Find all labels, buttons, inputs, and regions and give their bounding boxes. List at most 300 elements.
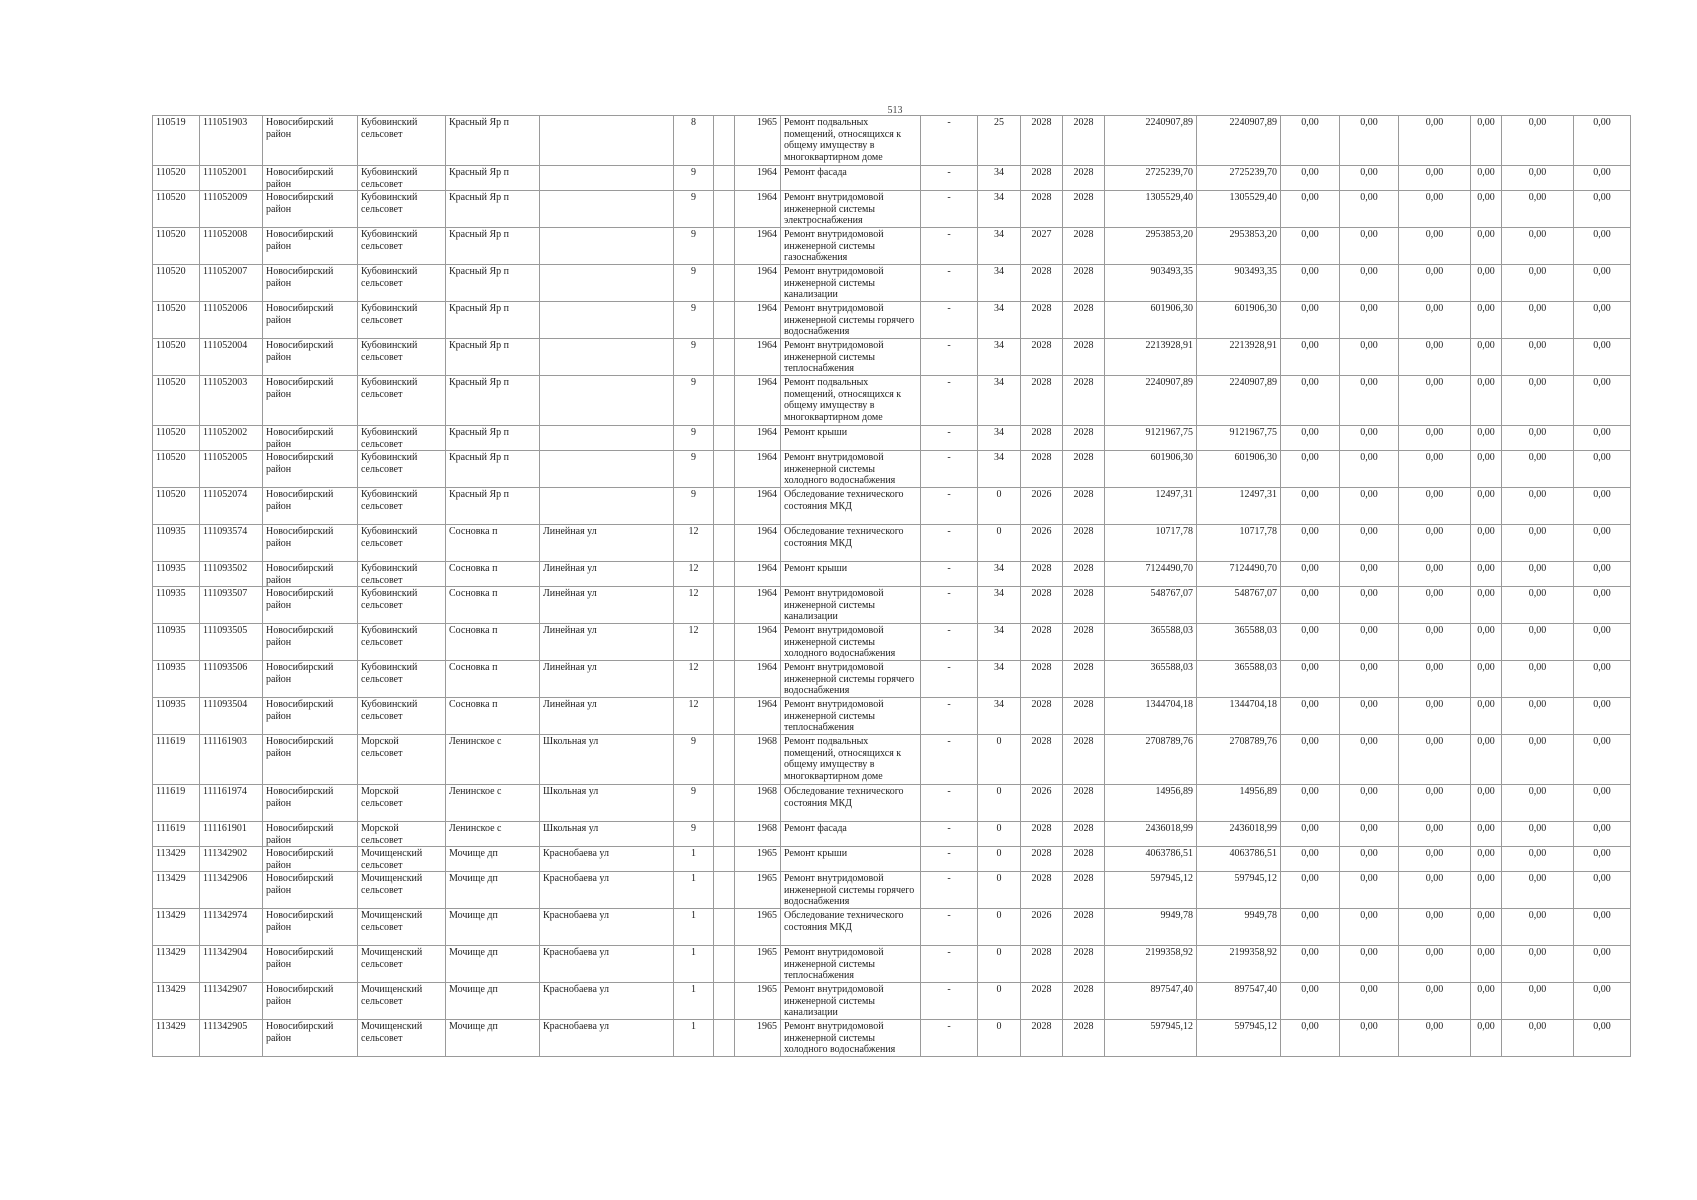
row-locality: Красный Яр п — [446, 451, 540, 488]
row-fund-1: 0,00 — [1281, 822, 1340, 847]
row-work-type: Ремонт фасада — [781, 822, 921, 847]
row-fund-1: 0,00 — [1281, 562, 1340, 587]
row-wear: 0 — [978, 785, 1021, 822]
row-fund-4: 0,00 — [1471, 451, 1502, 488]
row-fund-3: 0,00 — [1399, 191, 1471, 228]
row-fund-2: 0,00 — [1340, 872, 1399, 909]
row-wear: 0 — [978, 488, 1021, 525]
row-fund-5: 0,00 — [1502, 451, 1574, 488]
row-fund-3: 0,00 — [1399, 426, 1471, 451]
row-fund-4: 0,00 — [1471, 872, 1502, 909]
row-locality: Сосновка п — [446, 661, 540, 698]
row-year: 1964 — [735, 525, 781, 562]
row-year: 1964 — [735, 302, 781, 339]
row-fund-5: 0,00 — [1502, 785, 1574, 822]
row-fund-3: 0,00 — [1399, 587, 1471, 624]
row-end-year: 2028 — [1063, 191, 1105, 228]
row-fund-5: 0,00 — [1502, 302, 1574, 339]
row-year: 1964 — [735, 661, 781, 698]
row-year: 1964 — [735, 228, 781, 265]
row-end-year: 2028 — [1063, 624, 1105, 661]
row-district: Новосибирский район — [263, 116, 358, 166]
row-total-cost: 2436018,99 — [1105, 822, 1197, 847]
table-row — [153, 1020, 1631, 1057]
row-id: 110520 — [153, 265, 200, 302]
row-wear: 0 — [978, 822, 1021, 847]
row-code: 111342905 — [200, 1020, 263, 1057]
row-fund-5: 0,00 — [1502, 983, 1574, 1020]
row-total-cost: 2708789,76 — [1105, 735, 1197, 785]
row-district: Новосибирский район — [263, 946, 358, 983]
row-settlement: Морской сельсовет — [358, 785, 446, 822]
row-building — [714, 698, 735, 735]
row-year: 1964 — [735, 562, 781, 587]
row-fund-6: 0,00 — [1574, 785, 1631, 822]
row-street — [540, 116, 674, 166]
row-plan-year: 2028 — [1021, 822, 1063, 847]
row-total-cost: 2725239,70 — [1105, 166, 1197, 191]
row-building — [714, 265, 735, 302]
row-fund-4: 0,00 — [1471, 946, 1502, 983]
table-row — [153, 302, 1631, 339]
table-row — [153, 116, 1631, 166]
row-plan-year: 2028 — [1021, 872, 1063, 909]
row-year: 1965 — [735, 847, 781, 872]
row-street: Краснобаева ул — [540, 946, 674, 983]
row-fund-1: 0,00 — [1281, 624, 1340, 661]
row-building — [714, 116, 735, 166]
row-total-cost: 2213928,91 — [1105, 339, 1197, 376]
row-fund-1: 0,00 — [1281, 525, 1340, 562]
row-id: 110520 — [153, 302, 200, 339]
row-fund-6: 0,00 — [1574, 847, 1631, 872]
row-locality: Сосновка п — [446, 587, 540, 624]
row-cost: 7124490,70 — [1197, 562, 1281, 587]
row-fund-5: 0,00 — [1502, 909, 1574, 946]
row-code: 111052001 — [200, 166, 263, 191]
row-id: 110520 — [153, 166, 200, 191]
row-total-cost: 1305529,40 — [1105, 191, 1197, 228]
row-total-cost: 12497,31 — [1105, 488, 1197, 525]
row-total-cost: 2199358,92 — [1105, 946, 1197, 983]
row-mark: - — [921, 302, 978, 339]
row-street: Краснобаева ул — [540, 909, 674, 946]
row-building — [714, 785, 735, 822]
row-mark: - — [921, 1020, 978, 1057]
row-fund-6: 0,00 — [1574, 624, 1631, 661]
row-work-type: Ремонт внутридомовой инженерной системы холодного водоснабжения — [781, 624, 921, 661]
row-cost: 2708789,76 — [1197, 735, 1281, 785]
row-mark: - — [921, 191, 978, 228]
row-fund-6: 0,00 — [1574, 166, 1631, 191]
row-fund-2: 0,00 — [1340, 983, 1399, 1020]
row-street — [540, 166, 674, 191]
row-fund-1: 0,00 — [1281, 488, 1340, 525]
row-locality: Мочище дп — [446, 847, 540, 872]
row-wear: 34 — [978, 587, 1021, 624]
row-id: 113429 — [153, 847, 200, 872]
row-locality: Красный Яр п — [446, 339, 540, 376]
row-fund-4: 0,00 — [1471, 166, 1502, 191]
row-work-type: Ремонт фасада — [781, 166, 921, 191]
row-district: Новосибирский район — [263, 872, 358, 909]
row-id: 113429 — [153, 909, 200, 946]
row-fund-6: 0,00 — [1574, 661, 1631, 698]
row-work-type: Ремонт внутридомовой инженерной системы канализации — [781, 983, 921, 1020]
row-district: Новосибирский район — [263, 587, 358, 624]
row-house: 9 — [674, 785, 714, 822]
row-street — [540, 426, 674, 451]
row-end-year: 2028 — [1063, 735, 1105, 785]
row-year: 1965 — [735, 983, 781, 1020]
row-district: Новосибирский район — [263, 228, 358, 265]
row-mark: - — [921, 624, 978, 661]
row-district: Новосибирский район — [263, 525, 358, 562]
row-building — [714, 488, 735, 525]
row-fund-1: 0,00 — [1281, 909, 1340, 946]
row-fund-6: 0,00 — [1574, 872, 1631, 909]
row-id: 111619 — [153, 785, 200, 822]
row-fund-5: 0,00 — [1502, 376, 1574, 426]
row-cost: 2953853,20 — [1197, 228, 1281, 265]
table-row — [153, 909, 1631, 946]
row-year: 1968 — [735, 735, 781, 785]
row-code: 111161903 — [200, 735, 263, 785]
row-id: 110935 — [153, 698, 200, 735]
row-fund-3: 0,00 — [1399, 562, 1471, 587]
row-house: 1 — [674, 872, 714, 909]
row-fund-6: 0,00 — [1574, 116, 1631, 166]
row-settlement: Кубовинский сельсовет — [358, 426, 446, 451]
row-fund-5: 0,00 — [1502, 488, 1574, 525]
row-building — [714, 451, 735, 488]
row-settlement: Мочищенский сельсовет — [358, 946, 446, 983]
row-plan-year: 2027 — [1021, 228, 1063, 265]
row-district: Новосибирский район — [263, 451, 358, 488]
row-district: Новосибирский район — [263, 983, 358, 1020]
row-fund-5: 0,00 — [1502, 587, 1574, 624]
row-work-type: Ремонт внутридомовой инженерной системы канализации — [781, 587, 921, 624]
row-fund-3: 0,00 — [1399, 339, 1471, 376]
row-end-year: 2028 — [1063, 872, 1105, 909]
row-mark: - — [921, 785, 978, 822]
row-end-year: 2028 — [1063, 847, 1105, 872]
row-cost: 897547,40 — [1197, 983, 1281, 1020]
row-work-type: Ремонт внутридомовой инженерной системы теплоснабжения — [781, 946, 921, 983]
row-fund-4: 0,00 — [1471, 525, 1502, 562]
row-total-cost: 7124490,70 — [1105, 562, 1197, 587]
row-wear: 34 — [978, 661, 1021, 698]
row-code: 111052007 — [200, 265, 263, 302]
row-fund-3: 0,00 — [1399, 624, 1471, 661]
row-end-year: 2028 — [1063, 166, 1105, 191]
row-house: 12 — [674, 525, 714, 562]
row-code: 111093505 — [200, 624, 263, 661]
row-total-cost: 2953853,20 — [1105, 228, 1197, 265]
row-fund-1: 0,00 — [1281, 1020, 1340, 1057]
row-fund-5: 0,00 — [1502, 661, 1574, 698]
row-fund-1: 0,00 — [1281, 376, 1340, 426]
row-cost: 601906,30 — [1197, 451, 1281, 488]
row-wear: 34 — [978, 698, 1021, 735]
row-cost: 1344704,18 — [1197, 698, 1281, 735]
row-district: Новосибирский район — [263, 191, 358, 228]
row-year: 1964 — [735, 587, 781, 624]
row-code: 111052006 — [200, 302, 263, 339]
row-cost: 1305529,40 — [1197, 191, 1281, 228]
row-locality: Красный Яр п — [446, 302, 540, 339]
row-cost: 365588,03 — [1197, 624, 1281, 661]
row-plan-year: 2028 — [1021, 426, 1063, 451]
row-fund-4: 0,00 — [1471, 339, 1502, 376]
row-house: 1 — [674, 847, 714, 872]
row-fund-3: 0,00 — [1399, 946, 1471, 983]
table-row — [153, 661, 1631, 698]
row-plan-year: 2028 — [1021, 166, 1063, 191]
row-wear: 0 — [978, 1020, 1021, 1057]
row-total-cost: 14956,89 — [1105, 785, 1197, 822]
row-work-type: Ремонт подвальных помещений, относящихся к общему имуществу в многоквартирном доме — [781, 735, 921, 785]
row-work-type: Ремонт подвальных помещений, относящихся к общему имуществу в многоквартирном доме — [781, 376, 921, 426]
row-wear: 34 — [978, 562, 1021, 587]
row-settlement: Кубовинский сельсовет — [358, 451, 446, 488]
row-id: 110520 — [153, 426, 200, 451]
row-fund-4: 0,00 — [1471, 785, 1502, 822]
row-locality: Мочище дп — [446, 946, 540, 983]
row-street: Школьная ул — [540, 785, 674, 822]
row-fund-2: 0,00 — [1340, 587, 1399, 624]
row-fund-1: 0,00 — [1281, 302, 1340, 339]
row-total-cost: 9121967,75 — [1105, 426, 1197, 451]
row-street: Школьная ул — [540, 735, 674, 785]
row-plan-year: 2026 — [1021, 909, 1063, 946]
row-fund-4: 0,00 — [1471, 587, 1502, 624]
row-building — [714, 822, 735, 847]
row-fund-6: 0,00 — [1574, 946, 1631, 983]
row-settlement: Кубовинский сельсовет — [358, 191, 446, 228]
row-settlement: Кубовинский сельсовет — [358, 624, 446, 661]
row-wear: 0 — [978, 909, 1021, 946]
row-plan-year: 2028 — [1021, 116, 1063, 166]
table-row — [153, 451, 1631, 488]
row-cost: 548767,07 — [1197, 587, 1281, 624]
table-row — [153, 847, 1631, 872]
row-street: Линейная ул — [540, 624, 674, 661]
row-fund-1: 0,00 — [1281, 872, 1340, 909]
row-total-cost: 365588,03 — [1105, 661, 1197, 698]
row-district: Новосибирский район — [263, 166, 358, 191]
row-fund-6: 0,00 — [1574, 426, 1631, 451]
row-wear: 0 — [978, 983, 1021, 1020]
table-row — [153, 698, 1631, 735]
row-code: 111052008 — [200, 228, 263, 265]
row-id: 113429 — [153, 983, 200, 1020]
row-fund-1: 0,00 — [1281, 946, 1340, 983]
row-code: 111342974 — [200, 909, 263, 946]
row-fund-4: 0,00 — [1471, 698, 1502, 735]
row-mark: - — [921, 451, 978, 488]
row-fund-6: 0,00 — [1574, 983, 1631, 1020]
row-fund-2: 0,00 — [1340, 661, 1399, 698]
row-locality: Красный Яр п — [446, 265, 540, 302]
row-house: 12 — [674, 587, 714, 624]
row-plan-year: 2028 — [1021, 451, 1063, 488]
row-locality: Сосновка п — [446, 698, 540, 735]
row-building — [714, 228, 735, 265]
row-fund-4: 0,00 — [1471, 909, 1502, 946]
row-house: 9 — [674, 376, 714, 426]
row-fund-4: 0,00 — [1471, 426, 1502, 451]
row-end-year: 2028 — [1063, 228, 1105, 265]
row-fund-2: 0,00 — [1340, 451, 1399, 488]
row-total-cost: 1344704,18 — [1105, 698, 1197, 735]
row-id: 110519 — [153, 116, 200, 166]
row-year: 1964 — [735, 451, 781, 488]
row-mark: - — [921, 587, 978, 624]
table-row — [153, 265, 1631, 302]
row-mark: - — [921, 339, 978, 376]
row-code: 111051903 — [200, 116, 263, 166]
row-fund-2: 0,00 — [1340, 191, 1399, 228]
row-wear: 0 — [978, 847, 1021, 872]
row-work-type: Ремонт внутридомовой инженерной системы горячего водоснабжения — [781, 872, 921, 909]
table-row — [153, 525, 1631, 562]
row-fund-2: 0,00 — [1340, 624, 1399, 661]
page-number: 513 — [887, 105, 903, 116]
row-fund-5: 0,00 — [1502, 228, 1574, 265]
row-street — [540, 488, 674, 525]
row-end-year: 2028 — [1063, 376, 1105, 426]
row-wear: 34 — [978, 166, 1021, 191]
row-wear: 34 — [978, 265, 1021, 302]
row-code: 111052074 — [200, 488, 263, 525]
table-row — [153, 822, 1631, 847]
row-mark: - — [921, 698, 978, 735]
row-fund-2: 0,00 — [1340, 562, 1399, 587]
row-fund-5: 0,00 — [1502, 426, 1574, 451]
row-work-type: Ремонт внутридомовой инженерной системы горячего водоснабжения — [781, 661, 921, 698]
row-code: 111093504 — [200, 698, 263, 735]
row-street: Линейная ул — [540, 525, 674, 562]
row-fund-1: 0,00 — [1281, 426, 1340, 451]
row-cost: 2436018,99 — [1197, 822, 1281, 847]
row-fund-3: 0,00 — [1399, 847, 1471, 872]
row-cost: 4063786,51 — [1197, 847, 1281, 872]
row-fund-5: 0,00 — [1502, 872, 1574, 909]
row-id: 110520 — [153, 191, 200, 228]
row-plan-year: 2028 — [1021, 735, 1063, 785]
row-fund-2: 0,00 — [1340, 488, 1399, 525]
row-end-year: 2028 — [1063, 587, 1105, 624]
row-fund-5: 0,00 — [1502, 698, 1574, 735]
row-mark: - — [921, 872, 978, 909]
row-mark: - — [921, 562, 978, 587]
row-locality: Мочище дп — [446, 872, 540, 909]
row-mark: - — [921, 822, 978, 847]
row-building — [714, 735, 735, 785]
row-district: Новосибирский район — [263, 302, 358, 339]
row-work-type: Обследование технического состояния МКД — [781, 525, 921, 562]
row-fund-5: 0,00 — [1502, 1020, 1574, 1057]
row-fund-6: 0,00 — [1574, 302, 1631, 339]
row-cost: 9949,78 — [1197, 909, 1281, 946]
row-year: 1964 — [735, 426, 781, 451]
row-district: Новосибирский район — [263, 426, 358, 451]
row-fund-2: 0,00 — [1340, 265, 1399, 302]
row-fund-4: 0,00 — [1471, 1020, 1502, 1057]
row-plan-year: 2026 — [1021, 488, 1063, 525]
row-mark: - — [921, 735, 978, 785]
row-fund-2: 0,00 — [1340, 166, 1399, 191]
row-id: 111619 — [153, 822, 200, 847]
row-fund-1: 0,00 — [1281, 698, 1340, 735]
row-fund-1: 0,00 — [1281, 116, 1340, 166]
row-id: 110520 — [153, 451, 200, 488]
row-year: 1964 — [735, 488, 781, 525]
row-building — [714, 191, 735, 228]
row-total-cost: 4063786,51 — [1105, 847, 1197, 872]
row-total-cost: 903493,35 — [1105, 265, 1197, 302]
row-house: 9 — [674, 191, 714, 228]
row-plan-year: 2028 — [1021, 562, 1063, 587]
row-wear: 0 — [978, 525, 1021, 562]
table-row — [153, 946, 1631, 983]
row-settlement: Кубовинский сельсовет — [358, 376, 446, 426]
row-locality: Красный Яр п — [446, 191, 540, 228]
row-district: Новосибирский район — [263, 735, 358, 785]
row-year: 1965 — [735, 946, 781, 983]
row-district: Новосибирский район — [263, 661, 358, 698]
row-plan-year: 2026 — [1021, 785, 1063, 822]
row-fund-6: 0,00 — [1574, 562, 1631, 587]
row-fund-6: 0,00 — [1574, 265, 1631, 302]
row-district: Новосибирский район — [263, 265, 358, 302]
row-street: Школьная ул — [540, 822, 674, 847]
row-building — [714, 909, 735, 946]
row-street: Краснобаева ул — [540, 983, 674, 1020]
row-settlement: Кубовинский сельсовет — [358, 302, 446, 339]
row-cost: 14956,89 — [1197, 785, 1281, 822]
row-fund-4: 0,00 — [1471, 191, 1502, 228]
row-mark: - — [921, 909, 978, 946]
row-house: 9 — [674, 822, 714, 847]
row-code: 111342907 — [200, 983, 263, 1020]
row-work-type: Ремонт крыши — [781, 562, 921, 587]
row-fund-2: 0,00 — [1340, 847, 1399, 872]
row-fund-3: 0,00 — [1399, 735, 1471, 785]
row-street: Краснобаева ул — [540, 847, 674, 872]
table-row — [153, 624, 1631, 661]
row-id: 110520 — [153, 376, 200, 426]
row-fund-3: 0,00 — [1399, 228, 1471, 265]
row-street — [540, 451, 674, 488]
row-year: 1965 — [735, 1020, 781, 1057]
row-locality: Ленинское с — [446, 735, 540, 785]
row-year: 1964 — [735, 166, 781, 191]
row-id: 110935 — [153, 562, 200, 587]
row-street — [540, 228, 674, 265]
row-building — [714, 302, 735, 339]
row-fund-2: 0,00 — [1340, 822, 1399, 847]
row-street: Линейная ул — [540, 698, 674, 735]
row-fund-2: 0,00 — [1340, 116, 1399, 166]
row-fund-3: 0,00 — [1399, 116, 1471, 166]
row-fund-1: 0,00 — [1281, 451, 1340, 488]
row-mark: - — [921, 426, 978, 451]
row-locality: Мочище дп — [446, 1020, 540, 1057]
row-end-year: 2028 — [1063, 1020, 1105, 1057]
row-building — [714, 1020, 735, 1057]
